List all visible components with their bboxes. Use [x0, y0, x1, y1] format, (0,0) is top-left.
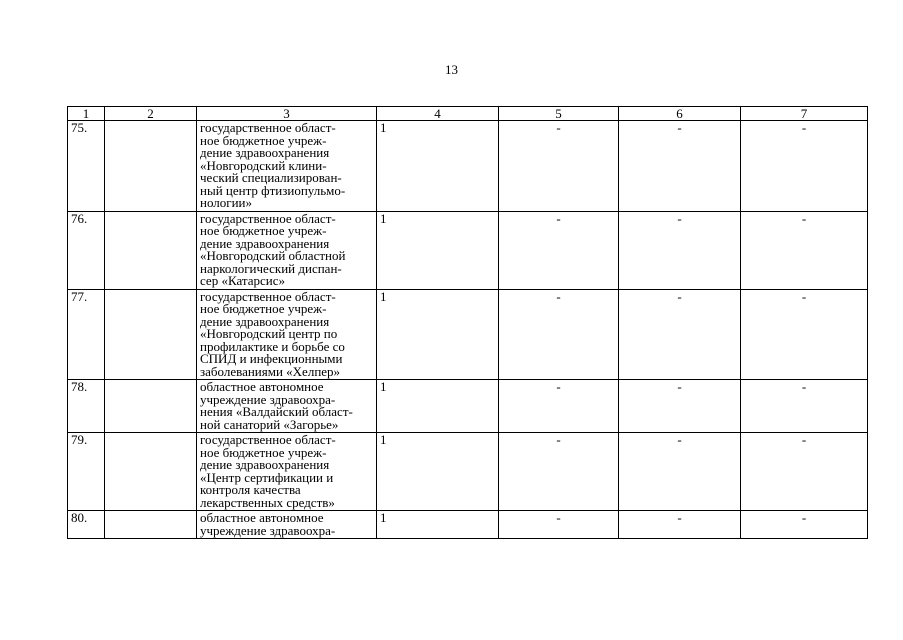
column-5-cell: - [499, 121, 619, 212]
column-header-5: 5 [499, 107, 619, 121]
column-7-cell: - [741, 511, 868, 539]
column-2-cell [105, 380, 197, 433]
institution-name-line: учреждение здравоохра- [200, 391, 336, 407]
column-header-3: 3 [197, 107, 377, 121]
institution-name-cell [197, 211, 377, 289]
column-4-cell: 1 [377, 289, 499, 380]
institution-name-line: ное бюджетное учреж- [200, 444, 327, 460]
column-7-cell: - [741, 433, 868, 511]
institution-name-line: ный центр фтизиопульмо- [200, 182, 346, 198]
column-2-cell [105, 433, 197, 511]
table-row [68, 380, 868, 433]
institution-name-line: дение здравоохранения [200, 457, 330, 472]
row-number-cell: 79. [68, 433, 105, 511]
institution-name-line: областное автономное [200, 379, 324, 394]
row-number-cell: 80. [68, 511, 105, 539]
column-6-cell: - [619, 211, 741, 289]
institution-name-line: ной санаторий «Загорье» [200, 416, 339, 432]
column-7-cell: - [741, 289, 868, 380]
institution-name-line: дение здравоохранения [200, 313, 330, 329]
column-5-cell: - [499, 380, 619, 433]
institution-name-line: профилактике и борьбе со [200, 338, 345, 354]
column-header-7: 7 [741, 107, 868, 121]
table-body [68, 121, 868, 539]
institution-name-line: сер «Катарсис» [200, 273, 285, 288]
institution-name-line: нологии» [200, 195, 253, 210]
institution-name-cell [197, 380, 377, 433]
institution-name-cell [197, 511, 377, 539]
institution-name-line: областное автономное [200, 510, 324, 525]
document-table [67, 106, 868, 539]
row-number-cell: 75. [68, 121, 105, 212]
column-5-cell: - [499, 511, 619, 539]
column-6-cell: - [619, 380, 741, 433]
column-2-cell [105, 511, 197, 539]
institution-name-line: «Центр сертификации и [200, 469, 334, 485]
column-5-cell: - [499, 211, 619, 289]
column-5-cell: - [499, 433, 619, 511]
institution-name-cell [197, 433, 377, 511]
institution-name-line: заболеваниями «Хелпер» [200, 363, 341, 379]
row-number-cell: 78. [68, 380, 105, 433]
column-5-cell: - [499, 289, 619, 380]
institution-name-cell [197, 289, 377, 380]
table-row [68, 511, 868, 539]
table-header-row [68, 107, 868, 121]
column-6-cell: - [619, 511, 741, 539]
institution-name-line: государственное област- [200, 210, 336, 226]
column-header-4: 4 [377, 107, 499, 121]
column-6-cell: - [619, 289, 741, 380]
column-7-cell: - [741, 211, 868, 289]
table-row [68, 289, 868, 380]
column-header-2: 2 [105, 107, 197, 121]
institution-name-line: государственное област- [200, 432, 336, 447]
column-4-cell: 1 [377, 433, 499, 511]
page-number: 13 [445, 62, 458, 77]
institution-name-line: наркологический диспан- [200, 260, 342, 276]
institution-name-line: дение здравоохранения [200, 145, 330, 160]
institution-name-line: ное бюджетное учреж- [200, 132, 327, 148]
institution-name-line: СПИД и инфекционными [200, 351, 343, 366]
row-number-cell: 76. [68, 211, 105, 289]
institution-name-line: «Новгородский центр по [200, 326, 338, 341]
institution-name-line: государственное област- [200, 288, 336, 304]
column-2-cell [105, 121, 197, 212]
column-4-cell: 1 [377, 380, 499, 433]
column-header-1: 1 [68, 107, 105, 121]
table-row [68, 121, 868, 212]
column-2-cell [105, 289, 197, 380]
institution-name-line: «Новгородский клини- [200, 157, 327, 173]
institution-name-line: государственное област- [200, 120, 336, 135]
table-row [68, 211, 868, 289]
column-7-cell: - [741, 380, 868, 433]
column-4-cell: 1 [377, 121, 499, 212]
institution-name-line: ное бюджетное учреж- [200, 301, 327, 316]
column-4-cell: 1 [377, 511, 499, 539]
institution-name-line: дение здравоохранения [200, 235, 330, 251]
institution-name-line: ное бюджетное учреж- [200, 223, 327, 238]
column-4-cell: 1 [377, 211, 499, 289]
column-6-cell: - [619, 433, 741, 511]
institution-name-line: нения «Валдайский област- [200, 404, 353, 419]
column-header-6: 6 [619, 107, 741, 121]
column-7-cell: - [741, 121, 868, 212]
institution-name-cell [197, 121, 377, 212]
table-row [68, 433, 868, 511]
institution-name-line: учреждение здравоохра- [200, 522, 336, 538]
institution-name-line: лекарственных средств» [200, 494, 335, 510]
institution-name-line: контроля качества [200, 482, 301, 497]
institution-name-line: ческий специализирован- [200, 170, 342, 185]
column-2-cell [105, 211, 197, 289]
column-6-cell: - [619, 121, 741, 212]
institution-name-line: «Новгородский областной [200, 248, 346, 263]
row-number-cell: 77. [68, 289, 105, 380]
